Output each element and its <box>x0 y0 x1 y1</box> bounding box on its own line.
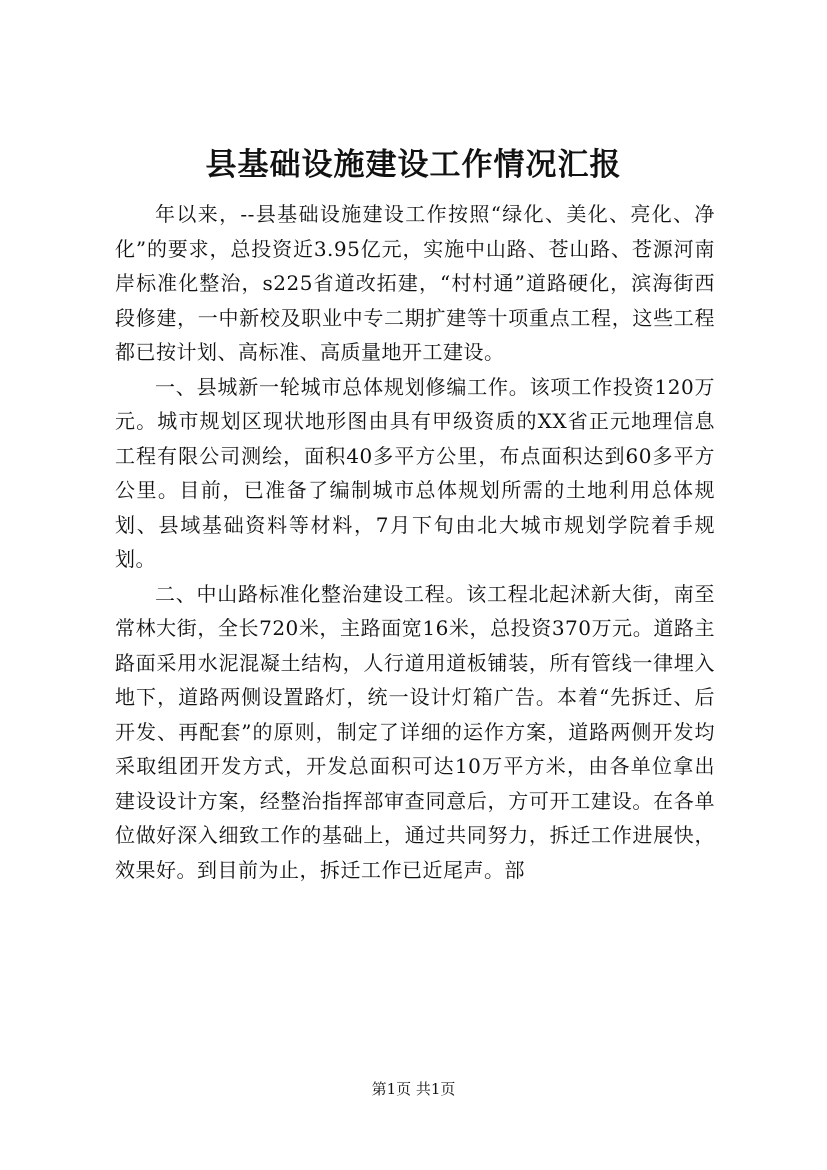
paragraph-intro: 年以来，--县基础设施建设工作按照“绿化、美化、亮化、净化”的要求，总投资近3.95亿元，实施中山路、苍山路、苍源河南岸标准化整治，s225省道改拓建，“村村通”道路硬化，滨海街西段修建，一中新校及职业中专二期扩建等十项重点工程，这些工程都已按计划、高标准、高质量地开工建设。 <box>115 202 715 364</box>
paragraph-section-1: 一、县城新一轮城市总体规划修编工作。该项工作投资120万元。城市规划区现状地形图由具有甲级资质的XX省正元地理信息工程有限公司测绘，面积40多平方公里，布点面积达到60多平方公里。目前，已准备了编制城市总体规划所需的土地利用总体规划、县域基础资料等材料，7月下旬由北大城市规划学院着手规划。 <box>115 374 715 571</box>
document-title: 县基础设施建设工作情况汇报 <box>205 147 622 183</box>
paragraph-section-2: 二、中山路标准化整治建设工程。该工程北起沭新大街，南至常林大街，全长720米，主路面宽16米，总投资370万元。道路主路面采用水泥混凝土结构，人行道用道板铺装，所有管线一律埋入地下，道路两侧设置路灯，统一设计灯箱广告。本着“先拆迁、后开发、再配套”的原则，制定了详细的运作方案，道路两侧开发均采取组团开发方式，开发总面积可达10万平方米，由各单位拿出建设设计方案，经整治指挥部审查同意后，方可开工建设。在各单位做好深入细致工作的基础上，通过共同努力，拆迁工作进展快，效果好。到目前为止，拆迁工作已近尾声。部 <box>115 581 715 882</box>
page-number-footer: 第1页 共1页 <box>371 1080 456 1098</box>
document-body <box>115 197 715 887</box>
